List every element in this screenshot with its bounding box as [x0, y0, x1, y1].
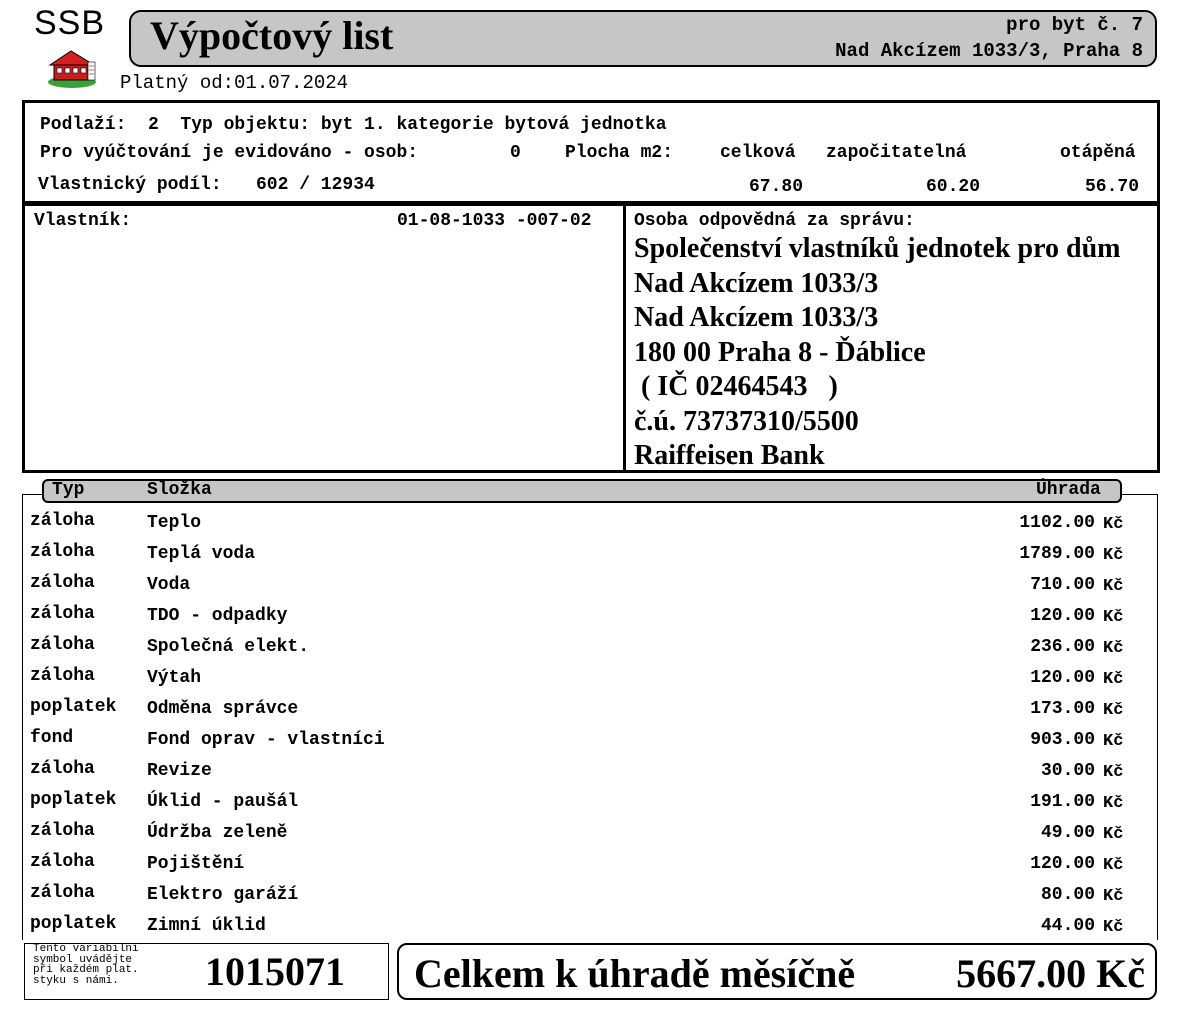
row-item: Teplá voda	[147, 544, 256, 564]
variable-symbol-note: Tento variabilní symbol uvádějte při každém plat. styku s námi.	[33, 943, 139, 987]
owner-label: Vlastník:	[34, 211, 132, 231]
area-label: Plocha m2:	[565, 143, 674, 163]
box-divider	[623, 205, 626, 471]
manager-line: Společenství vlastníků jednotek pro dům	[634, 233, 1121, 264]
row-amount: 49.00	[1040, 823, 1095, 843]
row-amount: 191.00	[1030, 792, 1095, 812]
area-countable-label: započitatelná	[826, 143, 967, 163]
table-row	[0, 724, 1185, 755]
persons-count: 0	[510, 143, 521, 163]
row-currency: Kč	[1103, 856, 1124, 875]
table-frame-edge	[22, 494, 42, 495]
row-amount: 30.00	[1040, 761, 1095, 781]
company-logo-text: SSB	[34, 4, 106, 42]
row-currency: Kč	[1103, 918, 1124, 937]
row-amount: 120.00	[1030, 606, 1095, 626]
manager-line: Nad Akcízem 1033/3	[634, 302, 879, 333]
row-item: Výtah	[147, 668, 202, 688]
ownership-share-label: Vlastnický podíl:	[38, 175, 222, 195]
row-amount: 903.00	[1030, 730, 1095, 750]
manager-line: Raiffeisen Bank	[634, 440, 825, 471]
row-type: záloha	[30, 883, 95, 903]
row-item: Údržba zeleně	[147, 823, 288, 843]
row-amount: 173.00	[1030, 699, 1095, 719]
table-row	[0, 631, 1185, 662]
manager-line: 180 00 Praha 8 - Ďáblice	[634, 336, 926, 368]
column-header-typ: Typ	[52, 480, 85, 500]
manager-line: č.ú. 73737310/5500	[634, 405, 859, 437]
valid-from	[120, 72, 348, 94]
row-type: záloha	[30, 821, 95, 841]
row-currency: Kč	[1103, 763, 1124, 782]
row-type: záloha	[30, 573, 95, 593]
row-type: záloha	[30, 666, 95, 686]
row-amount: 1789.00	[1019, 544, 1095, 564]
valid-from-label: Platný od:	[120, 72, 235, 94]
owner-id: 01-08-1033 -007-02	[397, 211, 592, 231]
house-logo-icon	[46, 48, 98, 88]
row-currency: Kč	[1103, 732, 1124, 751]
row-item: Úklid - paušál	[147, 792, 299, 812]
page-title: Výpočtový list	[150, 13, 394, 58]
row-amount: 120.00	[1030, 854, 1095, 874]
area-total-label: celková	[720, 143, 796, 163]
row-item: Voda	[147, 575, 191, 595]
row-currency: Kč	[1103, 515, 1124, 534]
row-amount: 80.00	[1040, 885, 1095, 905]
row-item: Odměna správce	[147, 699, 299, 719]
table-row	[0, 817, 1185, 848]
row-item: Teplo	[147, 513, 202, 533]
unit-number: pro byt č. 7	[1006, 14, 1143, 36]
area-heated: 56.70	[1085, 177, 1140, 197]
row-type: záloha	[30, 604, 95, 624]
row-currency: Kč	[1103, 546, 1124, 565]
ownership-share: 602 / 12934	[256, 175, 375, 195]
table-row	[0, 848, 1185, 879]
row-amount: 710.00	[1030, 575, 1095, 595]
table-row	[0, 910, 1185, 941]
valid-from-date: 01.07.2024	[234, 72, 349, 94]
table-row	[0, 693, 1185, 724]
row-type: záloha	[30, 759, 95, 779]
floor-and-type: Podlaží: 2 Typ objektu: byt 1. kategorie bytová jednotka	[40, 115, 667, 135]
row-currency: Kč	[1103, 794, 1124, 813]
row-currency: Kč	[1103, 887, 1124, 906]
area-countable: 60.20	[926, 177, 981, 197]
row-currency: Kč	[1103, 639, 1124, 658]
row-type: záloha	[30, 635, 95, 655]
total-label: Celkem k úhradě měsíčně	[414, 951, 856, 996]
row-type: záloha	[30, 852, 95, 872]
area-total: 67.80	[749, 177, 804, 197]
manager-line: ( IČ 02464543 )	[634, 371, 838, 402]
row-amount: 120.00	[1030, 668, 1095, 688]
row-type: poplatek	[30, 790, 117, 810]
row-currency: Kč	[1103, 701, 1124, 720]
row-type: poplatek	[30, 914, 117, 934]
row-item: Elektro garáží	[147, 885, 299, 905]
table-row	[0, 600, 1185, 631]
column-header-slozka: Složka	[147, 480, 212, 500]
row-currency: Kč	[1103, 608, 1124, 627]
row-item: TDO - odpadky	[147, 606, 288, 626]
table-row	[0, 755, 1185, 786]
persons-label: Pro vyúčtování je evidováno - osob:	[40, 143, 419, 163]
manager-label: Osoba odpovědná za správu:	[634, 211, 915, 231]
row-item: Fond oprav - vlastníci	[147, 730, 385, 750]
manager-details	[634, 232, 1120, 474]
row-type: záloha	[30, 542, 95, 562]
row-currency: Kč	[1103, 577, 1124, 596]
row-type: poplatek	[30, 697, 117, 717]
row-item: Společná elekt.	[147, 637, 310, 657]
manager-line: Nad Akcízem 1033/3	[634, 267, 879, 299]
row-amount: 1102.00	[1019, 513, 1095, 533]
table-row	[0, 507, 1185, 538]
row-item: Zimní úklid	[147, 916, 266, 936]
area-heated-label: otápěná	[1060, 143, 1136, 163]
table-row	[0, 786, 1185, 817]
table-row	[0, 879, 1185, 910]
table-frame-edge	[1122, 494, 1158, 495]
row-currency: Kč	[1103, 825, 1124, 844]
table-row	[0, 538, 1185, 569]
table-row	[0, 569, 1185, 600]
column-header-uhrada: Úhrada	[1036, 480, 1101, 500]
row-type: fond	[30, 728, 74, 748]
total-amount: 5667.00 Kč	[956, 951, 1145, 996]
row-item: Revize	[147, 761, 212, 781]
table-row	[0, 662, 1185, 693]
row-currency: Kč	[1103, 670, 1124, 689]
row-amount: 44.00	[1040, 916, 1095, 936]
building-address: Nad Akcízem 1033/3, Praha 8	[835, 40, 1143, 62]
row-amount: 236.00	[1030, 637, 1095, 657]
row-type: záloha	[30, 511, 95, 531]
variable-symbol: 1015071	[205, 949, 345, 994]
row-item: Pojištění	[147, 854, 245, 874]
